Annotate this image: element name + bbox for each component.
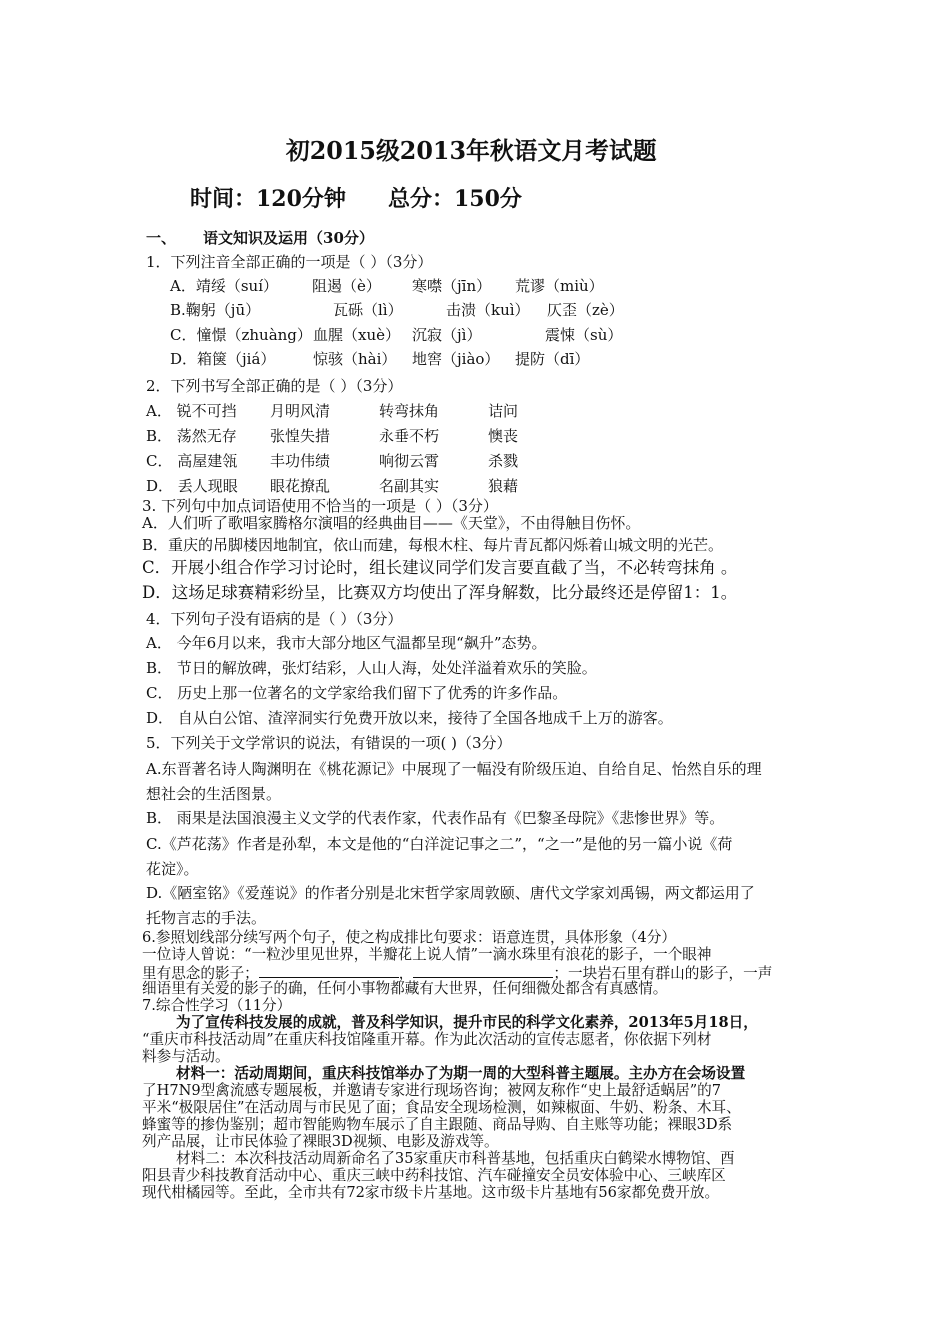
- material-two: 材料二：本次科技活动周新命名了35家重庆市科普基地，包括重庆白鹤梁水博物馆、酉: [176, 1150, 735, 1167]
- q7-intro: 料参与活动。: [142, 1048, 230, 1065]
- q1-option: 击溃（kuì）: [446, 301, 530, 319]
- q6-line-end: ；一块岩石里有群山的影子，一声: [553, 965, 773, 982]
- material-one: 列产品展，让市民体验了裸眼3D视频、电影及游戏等。: [142, 1133, 499, 1150]
- q6-line: 一位诗人曾说：“一粒沙里见世界，半瓣花上说人情”一滴水珠里有浪花的影子，一个眼神: [142, 946, 712, 963]
- q2-option: D． 丢人现眼: [146, 477, 238, 495]
- q5-option-c: C.《芦花荡》作者是孙犁，本文是他的“白洋淀记事之二”，“之一”是他的另一篇小说《荷: [146, 835, 733, 853]
- q2-option: 眼花撩乱: [270, 477, 331, 495]
- section-number: 一、: [146, 229, 177, 247]
- q5-stem: 5．下列关于文学常识的说法，有错误的一项( )（3分）: [146, 734, 512, 752]
- q2-option: 响彻云霄: [379, 452, 440, 470]
- answer-blank-2[interactable]: [413, 963, 553, 978]
- q3-option-b: B．重庆的吊脚楼因地制宜，依山而建，每根木柱、每片青瓦都闪烁着山城文明的光芒。: [142, 536, 724, 554]
- q2-option: B． 荡然无存: [146, 427, 237, 445]
- material-two: 现代柑橘园等。至此，全市共有72家市级卡片基地。这市级卡片基地有56家都免费开放。: [142, 1184, 720, 1201]
- q7-stem: 7.综合性学习（11分）: [142, 997, 292, 1014]
- q4-option-b: B． 节日的解放碑，张灯结彩，人山人海，处处洋溢着欢乐的笑脸。: [146, 659, 597, 677]
- material-one: 平米“极限居住”在活动周与市民见了面；食品安全现场检测，如辣椒面、牛奶、粉条、木耳、: [142, 1099, 741, 1116]
- q1-option: 震悚（sù）: [545, 326, 623, 344]
- q1-stem: 1．下列注音全部正确的一项是（ ）（3分）: [146, 253, 433, 271]
- q2-option: 张惶失措: [270, 427, 331, 445]
- q6-line-start: 里有思念的影子；: [142, 965, 259, 982]
- q4-option-a: A． 今年6月以来，我市大部分地区气温都呈现“飙升”态势。: [146, 634, 547, 652]
- q1-option: 血腥（xuè）: [313, 326, 400, 344]
- q4-option-c: C． 历史上那一位著名的文学家给我们留下了优秀的许多作品。: [146, 684, 568, 702]
- q1-option: D．箱箧（jiá）: [170, 350, 276, 368]
- q1-option: 地窖（jiào）: [412, 350, 500, 368]
- q1-option: 仄歪（zè）: [547, 301, 624, 319]
- q2-option: 杀戮: [488, 452, 519, 470]
- answer-blank-1[interactable]: [259, 963, 399, 978]
- section-title: 语文知识及运用（30分）: [203, 229, 374, 247]
- q6-separator: ，: [398, 965, 414, 982]
- q2-option: 转弯抹角: [379, 402, 440, 420]
- q5-option-b: B． 雨果是法国浪漫主义文学的代表作家，代表作品有《巴黎圣母院》《悲惨世界》等。: [146, 809, 725, 827]
- q5-option-a: A.东晋著名诗人陶渊明在《桃花源记》中展现了一幅没有阶级压迫、自给自足、怡然自乐的理: [146, 760, 762, 778]
- q3-option-c: C．开展小组合作学习讨论时，组长建议同学们发言要直截了当，不必转弯抹角 。: [142, 558, 738, 577]
- exam-time: 时间：120分钟: [190, 186, 346, 212]
- exam-total-score: 总分：150分: [388, 186, 522, 212]
- q2-option: 名副其实: [379, 477, 440, 495]
- material-two: 阳县青少科技教育活动中心、重庆三峡中药科技馆、汽车碰撞安全员安体验中心、三峡库区: [142, 1167, 726, 1184]
- q1-option: 荒谬（miù）: [515, 277, 604, 295]
- q2-option: 丰功伟绩: [270, 452, 331, 470]
- q4-option-d: D． 自从白公馆、渣滓洞实行免费开放以来，接待了全国各地成千上万的游客。: [146, 709, 673, 727]
- q7-intro: “重庆市科技活动周”在重庆科技馆隆重开幕。作为此次活动的宣传志愿者，你依据下列材: [142, 1031, 712, 1048]
- q2-option: 诘问: [488, 402, 519, 420]
- q2-option: 懊丧: [488, 427, 519, 445]
- q3-option-d: D．这场足球赛精彩纷呈，比赛双方均使出了浑身解数，比分最终还是停留1：1。: [142, 583, 738, 602]
- q7-intro: 为了宣传科技发展的成就，普及科学知识，提升市民的科学文化素养，2013年5月18日，: [176, 1014, 758, 1031]
- q2-option: 永垂不朽: [379, 427, 440, 445]
- material-one: 了H7N9型禽流感专题展板，并邀请专家进行现场咨询；被网友称作“史上最舒适蜗居”的7: [142, 1082, 722, 1099]
- q1-option: 寒噤（jīn）: [412, 277, 492, 295]
- q1-option: 瓦砾（lì）: [333, 301, 403, 319]
- material-one: 材料一：活动周期间，重庆科技馆举办了为期一周的大型科普主题展。主办方在会场设置: [176, 1065, 746, 1082]
- q6-line: 细语里有关爱的影子的确，任何小事物都藏有大世界，任何细微处都含有真感情。: [142, 980, 668, 997]
- page-title: 初2015级2013年秋语文月考试题: [285, 136, 657, 165]
- q5-option-c-cont: 花淀》。: [146, 860, 199, 878]
- q5-option-d-cont: 托物言志的手法。: [146, 909, 267, 927]
- q1-option: A．靖绥（suí）: [170, 277, 278, 295]
- material-one: 蜂蜜等的掺伪鉴别；超市智能购物车展示了自主跟随、商品导购、自主账等功能；裸眼3D系: [142, 1116, 733, 1133]
- q5-option-a-cont: 想社会的生活图景。: [146, 785, 282, 803]
- q5-option-d: D.《陋室铭》《爱莲说》的作者分别是北宋哲学家周敦颐、唐代文学家刘禹锡，两文都运用了: [146, 884, 755, 902]
- q1-option: 提防（dī）: [515, 350, 590, 368]
- q2-stem: 2．下列书写全部正确的是（ ）（3分）: [146, 377, 403, 395]
- q1-option: B.鞠躬（jū）: [170, 301, 261, 319]
- q2-option: 月明风清: [270, 402, 331, 420]
- q1-option: C．憧憬（zhuàng）: [170, 326, 312, 344]
- q3-stem: 3. 下列句中加点词语使用不恰当的一项是（ ）（3分）: [142, 497, 498, 515]
- q2-option: 狼藉: [488, 477, 519, 495]
- q1-option: 惊骇（hài）: [313, 350, 397, 368]
- q3-option-a: A．人们听了歌唱家腾格尔演唱的经典曲目——《天堂》，不由得触目伤怀。: [142, 514, 641, 532]
- q2-option: A． 锐不可挡: [146, 402, 237, 420]
- q4-stem: 4．下列句子没有语病的是（ ）（3分）: [146, 610, 403, 628]
- q2-option: C． 高屋建瓴: [146, 452, 238, 470]
- q1-option: 沉寂（jì）: [412, 326, 482, 344]
- q1-option: 阻遏（è）: [312, 277, 381, 295]
- q6-stem: 6.参照划线部分续写两个句子，使之构成排比句要求：语意连贯，具体形象（4分）: [142, 929, 676, 946]
